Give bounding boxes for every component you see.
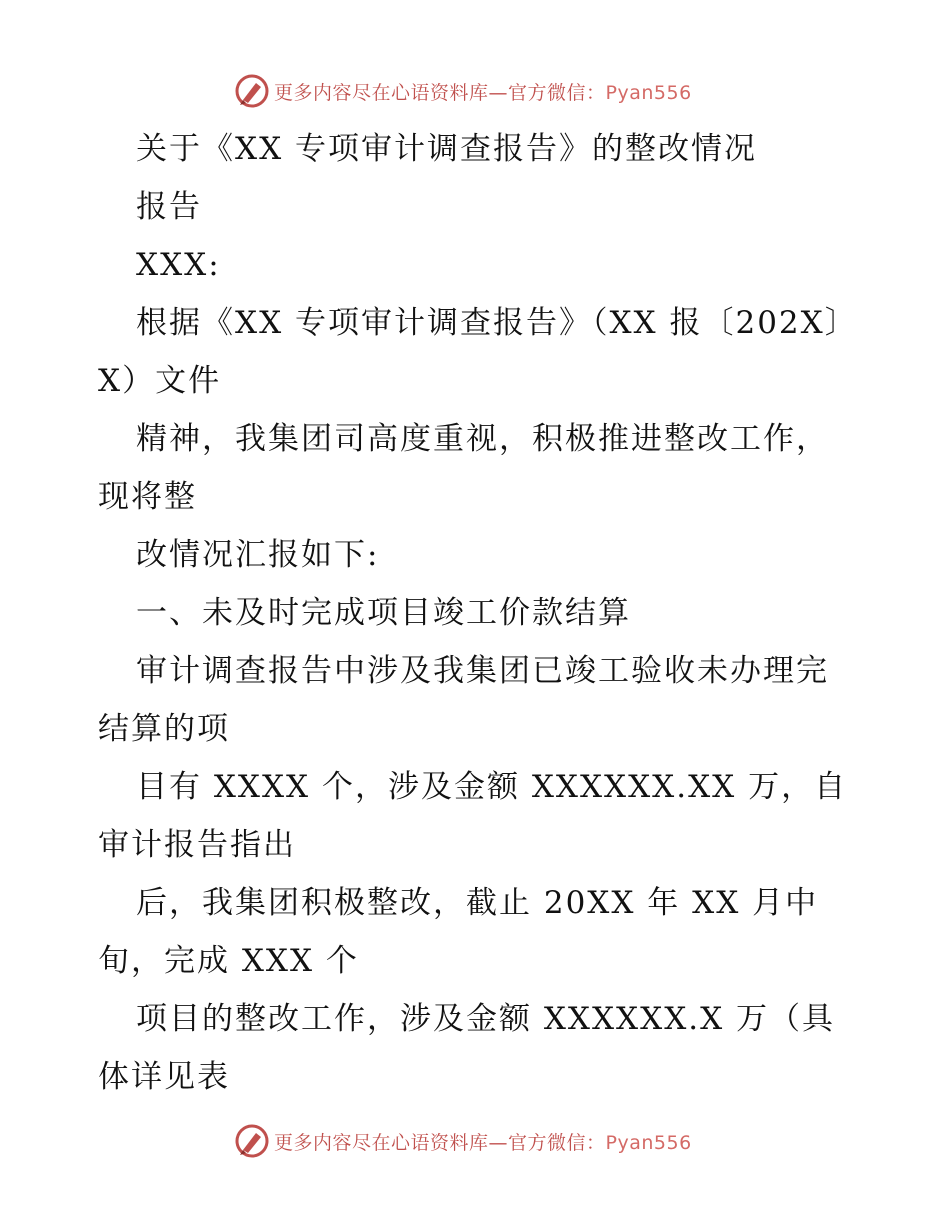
- paragraph: 项目的整改工作，涉及金额 XXXXXX.X 万（具体详见表: [98, 1001, 836, 1095]
- paragraph: 精神，我集团司高度重视，积极推进整改工作，现将整: [98, 421, 829, 515]
- paragraph: 后，我集团积极整改，截止 20XX 年 XX 月中旬，完成 XXX 个: [98, 885, 819, 979]
- document-body: [98, 120, 858, 1106]
- section-heading: 一、未及时完成项目竣工价款结算: [136, 595, 631, 631]
- paragraph: 审计调查报告中涉及我集团已竣工验收未办理完结算的项: [98, 653, 829, 747]
- footer-watermark: [234, 1121, 692, 1161]
- addressee: XXX:: [136, 247, 221, 283]
- pen-logo-icon: [234, 1123, 270, 1159]
- document-title-line-2: 报告: [136, 189, 202, 225]
- watermark-text: 更多内容尽在心语资料库—官方微信：Pyan556: [274, 81, 692, 104]
- pen-logo-icon: [234, 73, 270, 109]
- document-title-line-1: 关于《XX 专项审计调查报告》的整改情况: [136, 131, 757, 167]
- paragraph: 目有 XXXX 个，涉及金额 XXXXXX.XX 万，自审计报告指出: [98, 769, 848, 863]
- paragraph: 改情况汇报如下:: [136, 537, 380, 573]
- watermark-text: 更多内容尽在心语资料库—官方微信：Pyan556: [274, 1131, 692, 1154]
- header-watermark: [234, 71, 692, 111]
- paragraph: 根据《XX 专项审计调查报告》（XX 报〔202X〕X）文件: [98, 305, 858, 399]
